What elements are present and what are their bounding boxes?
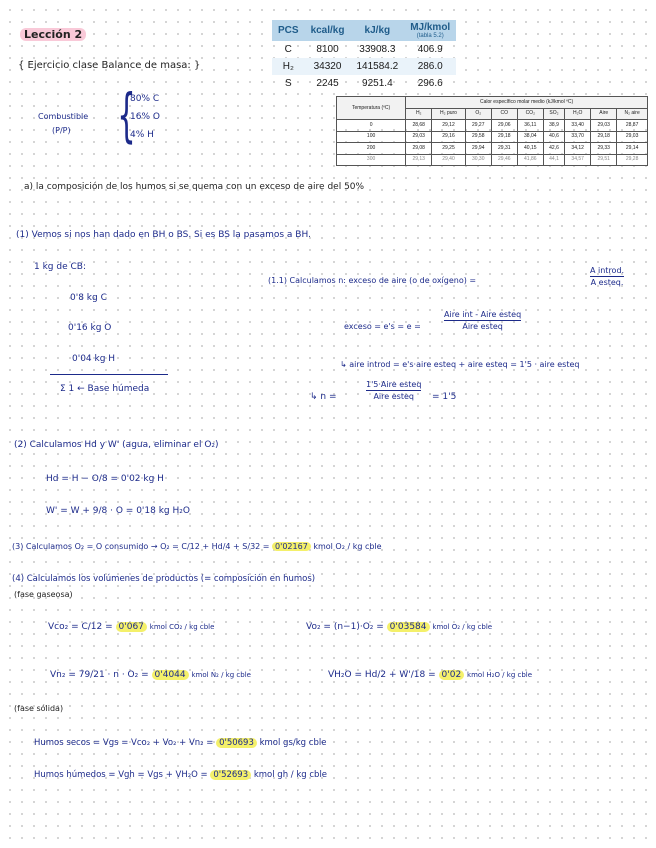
w-line: W' = W + 9/8 · O = 0'18 kg H₂O [46, 506, 190, 516]
cp-row [337, 120, 648, 132]
cp-col: CO₂ [517, 108, 543, 120]
vn2-lhs: Vn₂ = 79/21 · n · O₂ = [50, 670, 149, 680]
combustible-basis: (P/P) [52, 126, 71, 135]
cp-col: O₂ [465, 108, 491, 120]
step-2: (2) Calculamos Hd y W' (agua, eliminar el O₂) [14, 440, 219, 450]
n-den: Aire esteq [373, 392, 414, 401]
step-3 [12, 542, 382, 551]
step-1: (1) Vemos si nos han dado en BH o BS. Si es BS la pasamos a BH. [16, 230, 311, 240]
pcs-cell: C [284, 44, 292, 55]
exceso-num: Aire int - Aire esteq [444, 310, 522, 319]
aire-ratio [590, 266, 624, 287]
cp-cell: 44,1 [543, 154, 564, 166]
cp-cell: 29,18 [491, 131, 517, 143]
cp-cell: 0 [337, 120, 406, 132]
pcs-cell: 141584.2 [350, 58, 404, 75]
cp-cell: 29,12 [432, 120, 465, 132]
sum-line: Σ 1 ← Base húmeda [60, 384, 150, 394]
pcs-cell: 9251.4 [362, 78, 393, 89]
aire-ratio-num: A introd. [590, 266, 625, 275]
cp-cell: 33,70 [565, 131, 591, 143]
vco2-unit: kmol CO₂ / kg cble [149, 623, 215, 631]
pcs-header-kcal: kcal/kg [305, 20, 351, 41]
comp-line-c: 0'8 kg C [70, 293, 107, 303]
cp-cell: 29,40 [432, 154, 465, 166]
comp-line-h: 0'04 kg H [72, 354, 116, 364]
cp-cell: 30,30 [465, 154, 491, 166]
exceso-den: Aire esteq [462, 322, 503, 331]
cp-cell: 200 [337, 143, 406, 155]
vh2o-lhs: VH₂O = Hd/2 + W'/18 = [328, 670, 436, 680]
combustible-item-c: 80% C [130, 94, 160, 104]
step-1-1: (1.1) Calculamos n: exceso de aire (o de oxígeno) = [268, 276, 477, 285]
cp-cell: 29,51 [591, 154, 617, 166]
cp-cell: 41,86 [517, 154, 543, 166]
step-4: (4) Calculamos los volúmenes de productos (= composición en humos) [12, 574, 316, 584]
vh2o-value: 0'02 [439, 670, 465, 680]
humos-secos-unit: kmol gs/kg cble [259, 738, 327, 748]
cp-cell: 29,58 [465, 131, 491, 143]
cp-cell: 38,9 [543, 120, 564, 132]
vn2-unit: kmol N₂ / kg cble [191, 671, 251, 679]
pcs-cell: 8100 [316, 44, 339, 55]
vo2-lhs: Vo₂ = (n−1)·O₂ = [306, 622, 384, 632]
cp-col: N₂ aire [617, 108, 648, 120]
cp-row [337, 131, 648, 143]
cp-cell: 29,94 [465, 143, 491, 155]
cp-cell: 33,40 [565, 120, 591, 132]
aire-intro-line: ↳ aire introd = e's·aire esteq + aire esteq = 1'5 · aire esteq [340, 360, 580, 369]
cp-cell: 42,6 [543, 143, 564, 155]
vn2-line [50, 670, 251, 680]
n-num: 1'5·Aire esteq [366, 380, 422, 389]
cp-cell: 29,03 [591, 120, 617, 132]
cp-col: CO [491, 108, 517, 120]
cp-cell: 100 [337, 131, 406, 143]
pcs-header-mj: MJ/kmol (tabla 5.2) [404, 20, 456, 41]
pcs-cell: 33908.3 [359, 44, 396, 55]
cp-title: Calor específico molar medio (kJ/kmol ºC) [406, 97, 648, 109]
humos-humedos-line [34, 770, 327, 780]
o2-value: 0'02167 [272, 542, 311, 551]
pcs-cell: H₂ [272, 58, 305, 75]
cp-col: H₂ [406, 108, 432, 120]
aire-ratio-den: A esteq. [590, 278, 624, 287]
vco2-value: 0'067 [116, 622, 147, 632]
n-lhs: ↳ n = [310, 392, 337, 402]
cp-cell: 29,03 [617, 131, 648, 143]
humos-humedos-lhs: Humos húmedos = Vgh = Vgs + VH₂O = [34, 770, 208, 780]
fase-solida: (fase sólida) [14, 704, 64, 713]
cp-cell: 29,28 [617, 154, 648, 166]
n-fraction [366, 380, 421, 401]
cp-cell: 29,03 [406, 131, 432, 143]
cp-cell: 29,46 [491, 154, 517, 166]
combustible-label: Combustible [38, 112, 89, 121]
vco2-lhs: Vco₂ = C/12 = [48, 622, 113, 632]
cp-cell: 300 [337, 154, 406, 166]
pcs-cell: 34320 [305, 58, 351, 75]
cp-col: Aire [591, 108, 617, 120]
problem-statement: a) la composición de los humos si se quema con un exceso de aire del 50% [24, 182, 365, 192]
cp-cell: 29,08 [406, 143, 432, 155]
pcs-cell: 2245 [316, 78, 339, 89]
cp-cell: 29,27 [465, 120, 491, 132]
combustible-brace: { [117, 81, 136, 149]
pcs-table [272, 20, 456, 92]
cp-cell: 36,11 [517, 120, 543, 132]
cp-temp-header: Temperatura (ºC) [337, 97, 406, 120]
vh2o-unit: kmol H₂O / kg cble [467, 671, 533, 679]
cp-cell: 28,87 [617, 120, 648, 132]
cp-row [337, 143, 648, 155]
comp-line-o: 0'16 kg O [68, 323, 112, 333]
cp-row [337, 154, 648, 166]
pcs-header-pcs: PCS [272, 20, 305, 41]
cp-cell: 29,14 [617, 143, 648, 155]
pcs-cell: S [284, 78, 292, 89]
cp-col: H₂ puro [432, 108, 465, 120]
vh2o-line [328, 670, 532, 680]
cp-cell: 28,68 [406, 120, 432, 132]
cp-cell: 40,15 [517, 143, 543, 155]
n-value: = 1'5 [432, 392, 457, 402]
cp-col: SO₂ [543, 108, 564, 120]
fase-gaseosa: (fase gaseosa) [14, 590, 73, 599]
step-3-lhs: (3) Calculamos O₂ = O consumido → O₂ = C/12 + Hd/4 + S/32 = [12, 542, 270, 551]
humos-humedos-unit: kmol gh / kg cble [253, 770, 328, 780]
humos-humedos-value: 0'52693 [210, 770, 251, 780]
cp-cell: 34,12 [565, 143, 591, 155]
cp-cell: 34,57 [565, 154, 591, 166]
basis-line: 1 kg de CB: [34, 262, 86, 272]
cp-cell: 38,04 [517, 131, 543, 143]
exceso-lhs: exceso = e's = e = [344, 322, 421, 331]
pcs-cell: 286.0 [404, 58, 456, 75]
cp-cell: 29,13 [406, 154, 432, 166]
humos-secos-line [34, 738, 326, 748]
pcs-cell: 406.9 [417, 44, 443, 55]
exceso-fraction [444, 310, 521, 331]
vo2-value: 0'03584 [387, 622, 430, 632]
hd-line: Hd = H − O/8 = 0'02 kg H [46, 474, 164, 484]
humos-secos-value: 0'50693 [216, 738, 257, 748]
cp-cell: 29,31 [491, 143, 517, 155]
vco2-line [48, 622, 214, 632]
vn2-value: 0'4044 [152, 670, 189, 680]
cp-col: H₂O [565, 108, 591, 120]
cp-table [336, 96, 648, 166]
sum-rule [50, 374, 168, 375]
cp-cell: 29,06 [491, 120, 517, 132]
cp-cell: 29,18 [591, 131, 617, 143]
exercise-subtitle: { Ejercicio clase Balance de masa: } [18, 60, 201, 71]
combustible-item-o: 16% O [130, 112, 160, 122]
lesson-title: Lección 2 [20, 28, 86, 41]
pcs-cell: 296.6 [417, 78, 443, 89]
o2-unit: kmol O₂ / kg cble [313, 542, 382, 551]
vo2-unit: kmol O₂ / kg cble [432, 623, 493, 631]
cp-cell: 29,25 [432, 143, 465, 155]
vo2-line [306, 622, 492, 632]
cp-cell: 29,16 [432, 131, 465, 143]
combustible-item-h: 4% H [130, 130, 154, 140]
cp-cell: 40,6 [543, 131, 564, 143]
cp-cell: 29,33 [591, 143, 617, 155]
pcs-header-kj: kJ/kg [350, 20, 404, 41]
humos-secos-lhs: Humos secos = Vgs = Vco₂ + Vo₂ + Vn₂ = [34, 738, 214, 748]
